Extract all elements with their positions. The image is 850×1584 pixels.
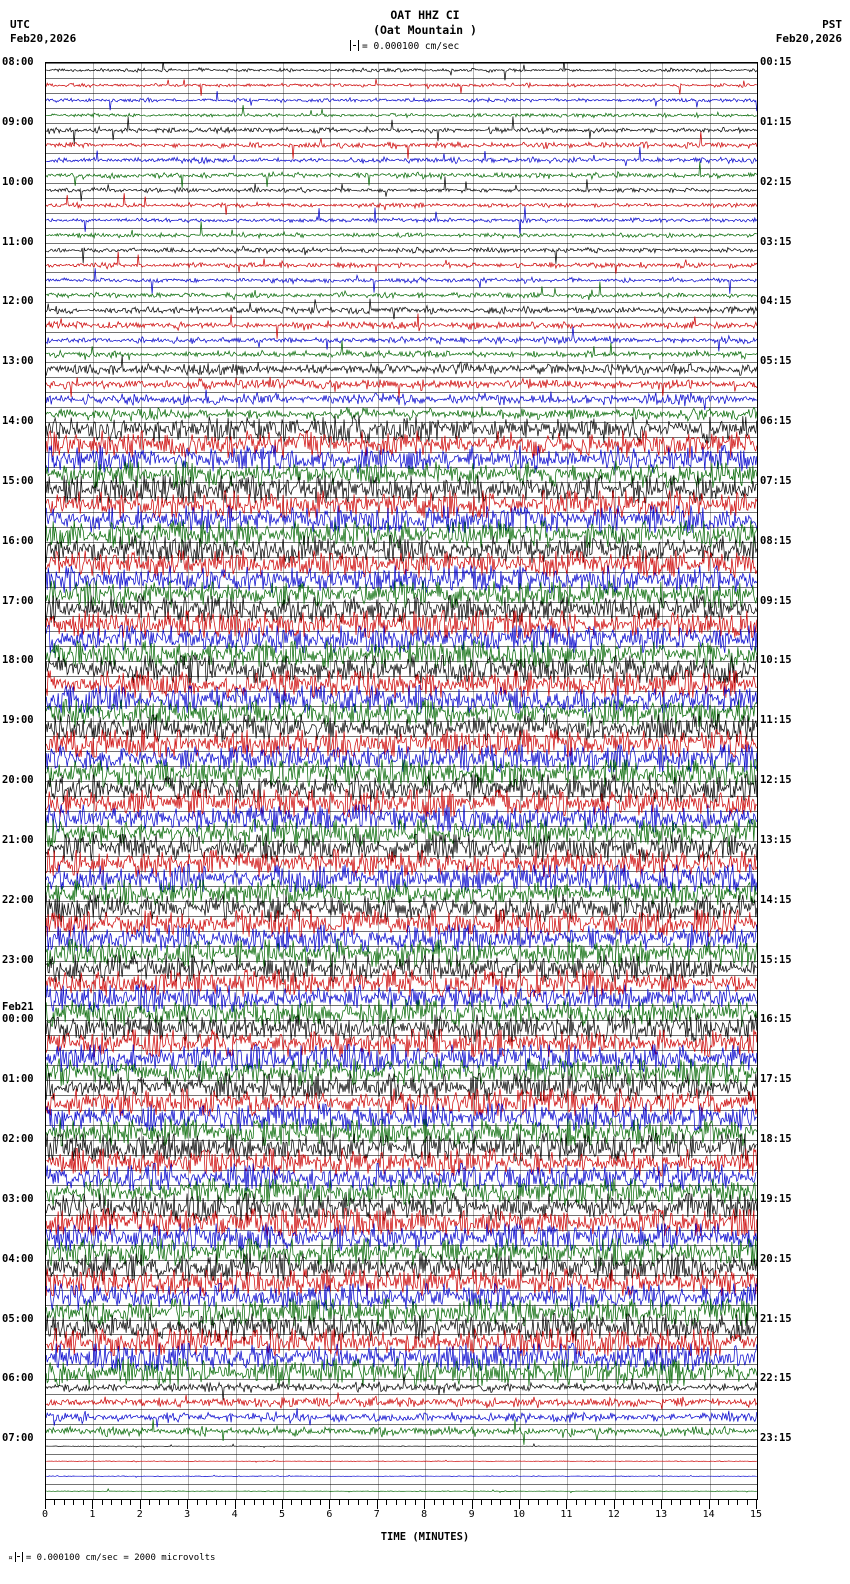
x-tick-label: 13 bbox=[655, 1509, 668, 1520]
x-minor-tick bbox=[528, 1500, 529, 1505]
utc-hour-label: 05:00 bbox=[2, 1312, 34, 1325]
header-right bbox=[776, 18, 842, 46]
scale-reference-label: = 0.000100 cm/sec bbox=[362, 41, 460, 52]
utc-hour-label: 03:00 bbox=[2, 1192, 34, 1205]
pst-hour-label: 01:15 bbox=[760, 115, 792, 128]
pst-hour-label: 02:15 bbox=[760, 175, 792, 188]
x-minor-tick bbox=[595, 1500, 596, 1505]
pst-hour-label: 03:15 bbox=[760, 235, 792, 248]
station-code-label: OAT HHZ CI bbox=[390, 8, 460, 22]
header-center bbox=[0, 8, 850, 38]
x-minor-tick bbox=[339, 1500, 340, 1505]
x-tick-label: 9 bbox=[468, 1509, 475, 1520]
x-tick-label: 6 bbox=[326, 1509, 333, 1520]
pst-hour-label: 05:15 bbox=[760, 355, 792, 368]
x-tick bbox=[614, 1500, 615, 1509]
x-minor-tick bbox=[348, 1500, 349, 1505]
x-axis-title: TIME (MINUTES) bbox=[380, 1531, 470, 1543]
x-minor-tick bbox=[671, 1500, 672, 1505]
x-minor-tick bbox=[54, 1500, 55, 1505]
x-minor-tick bbox=[481, 1500, 482, 1505]
x-minor-tick bbox=[538, 1500, 539, 1505]
utc-zone-label: UTC bbox=[10, 18, 30, 31]
utc-hour-label: 12:00 bbox=[2, 295, 34, 308]
x-tick bbox=[140, 1500, 141, 1509]
seismogram-plot bbox=[45, 62, 758, 1500]
x-tick bbox=[92, 1500, 93, 1509]
scale-reference bbox=[350, 40, 459, 52]
x-tick bbox=[282, 1500, 283, 1509]
pst-hour-label: 18:15 bbox=[760, 1133, 792, 1145]
x-tick-label: 7 bbox=[373, 1509, 380, 1520]
pst-hour-label: 20:15 bbox=[760, 1252, 792, 1265]
x-axis bbox=[41, 1500, 763, 1530]
x-minor-tick bbox=[263, 1500, 264, 1505]
pst-hour-label: 08:15 bbox=[760, 534, 792, 547]
x-minor-tick bbox=[254, 1500, 255, 1505]
utc-hour-label: 16:00 bbox=[2, 534, 34, 547]
x-minor-tick bbox=[690, 1500, 691, 1505]
utc-hour-label: 04:00 bbox=[2, 1252, 34, 1265]
pst-hour-label: 14:15 bbox=[760, 893, 792, 906]
utc-hour-label: 13:00 bbox=[2, 355, 34, 368]
station-name-label: (Oat Mountain ) bbox=[373, 23, 477, 37]
x-minor-tick bbox=[206, 1500, 207, 1505]
utc-hour-label: 23:00 bbox=[2, 953, 34, 966]
utc-hour-label: 06:00 bbox=[2, 1372, 34, 1385]
x-tick-label: 15 bbox=[749, 1509, 763, 1520]
utc-hour-label: 14:00 bbox=[2, 415, 34, 427]
utc-hour-label: 11:00 bbox=[2, 235, 34, 248]
pst-hour-label: 17:15 bbox=[760, 1073, 792, 1086]
pst-hour-label: 16:15 bbox=[760, 1013, 792, 1026]
x-minor-tick bbox=[216, 1500, 217, 1505]
x-minor-tick bbox=[576, 1500, 577, 1505]
pst-hour-label: 04:15 bbox=[760, 295, 792, 308]
x-tick bbox=[235, 1500, 236, 1509]
x-minor-tick bbox=[443, 1500, 444, 1505]
pst-hour-label: 13:15 bbox=[760, 833, 792, 846]
x-minor-tick bbox=[747, 1500, 748, 1505]
x-tick-label: 14 bbox=[702, 1509, 715, 1520]
x-minor-tick bbox=[434, 1500, 435, 1505]
x-minor-tick bbox=[130, 1500, 131, 1505]
x-minor-tick bbox=[244, 1500, 245, 1505]
pst-hour-label: 09:15 bbox=[760, 594, 792, 607]
x-tick bbox=[661, 1500, 662, 1509]
x-minor-tick bbox=[358, 1500, 359, 1505]
x-minor-tick bbox=[557, 1500, 558, 1505]
x-minor-tick bbox=[111, 1500, 112, 1505]
x-tick bbox=[424, 1500, 425, 1509]
x-minor-tick bbox=[178, 1500, 179, 1505]
x-minor-tick bbox=[367, 1500, 368, 1505]
x-tick bbox=[472, 1500, 473, 1509]
pst-hour-label: 07:15 bbox=[760, 474, 792, 487]
x-tick bbox=[566, 1500, 567, 1509]
x-minor-tick bbox=[396, 1500, 397, 1505]
x-minor-tick bbox=[159, 1500, 160, 1505]
pst-hour-label: 11:15 bbox=[760, 714, 792, 727]
x-minor-tick bbox=[718, 1500, 719, 1505]
utc-hour-label: 10:00 bbox=[2, 175, 34, 188]
x-minor-tick bbox=[623, 1500, 624, 1505]
utc-hour-label: 15:00 bbox=[2, 474, 34, 487]
pst-hour-label: 19:15 bbox=[760, 1192, 792, 1205]
x-tick bbox=[519, 1500, 520, 1509]
x-tick-label: 11 bbox=[560, 1509, 573, 1520]
utc-hour-label: 00:00 bbox=[2, 1013, 34, 1026]
utc-hour-label: 18:00 bbox=[2, 654, 34, 667]
utc-hour-label: 07:00 bbox=[2, 1432, 34, 1445]
x-minor-tick bbox=[386, 1500, 387, 1505]
x-minor-tick bbox=[83, 1500, 84, 1505]
x-minor-tick bbox=[168, 1500, 169, 1505]
seismic-trace bbox=[46, 1477, 758, 1500]
footer-scale-note: ¤ = 0.000100 cm/sec = 2000 microvolts bbox=[8, 1553, 216, 1563]
x-minor-tick bbox=[310, 1500, 311, 1505]
x-tick-label: 0 bbox=[41, 1509, 49, 1520]
x-minor-tick bbox=[273, 1500, 274, 1505]
x-tick-label: 8 bbox=[421, 1509, 428, 1520]
x-minor-tick bbox=[585, 1500, 586, 1505]
x-tick bbox=[187, 1500, 188, 1509]
scale-bar-icon bbox=[350, 40, 359, 51]
pst-hour-label: 23:15 bbox=[760, 1432, 792, 1445]
pst-hour-label: 00:15 bbox=[760, 56, 792, 68]
x-tick-label: 4 bbox=[231, 1509, 238, 1520]
x-minor-tick bbox=[453, 1500, 454, 1505]
x-tick-label: 2 bbox=[136, 1509, 143, 1520]
utc-hour-label: 22:00 bbox=[2, 893, 34, 906]
utc-hour-label: 08:00 bbox=[2, 56, 34, 68]
utc-hour-label: 21:00 bbox=[2, 833, 34, 846]
x-minor-tick bbox=[73, 1500, 74, 1505]
footer-scale-bar-icon bbox=[15, 1552, 23, 1562]
x-minor-tick bbox=[291, 1500, 292, 1505]
x-tick-label: 12 bbox=[607, 1509, 620, 1520]
pst-hour-label: 22:15 bbox=[760, 1372, 792, 1385]
x-minor-tick bbox=[604, 1500, 605, 1505]
x-minor-tick bbox=[149, 1500, 150, 1505]
utc-hour-label: 09:00 bbox=[2, 115, 34, 128]
x-minor-tick bbox=[462, 1500, 463, 1505]
utc-hour-label: 01:00 bbox=[2, 1073, 34, 1086]
x-tick-label: 1 bbox=[89, 1509, 96, 1520]
x-minor-tick bbox=[64, 1500, 65, 1505]
x-tick bbox=[45, 1500, 46, 1509]
x-tick bbox=[709, 1500, 710, 1509]
footer-scale-label: = 0.000100 cm/sec = 2000 microvolts bbox=[25, 1553, 216, 1563]
day-change-marker: Feb21 bbox=[2, 1001, 34, 1014]
utc-date-label: Feb20,2026 bbox=[10, 32, 77, 45]
x-minor-tick bbox=[415, 1500, 416, 1505]
utc-hour-label: 02:00 bbox=[2, 1133, 34, 1145]
x-minor-tick bbox=[301, 1500, 302, 1505]
x-minor-tick bbox=[737, 1500, 738, 1505]
x-minor-tick bbox=[728, 1500, 729, 1505]
pst-hour-label: 15:15 bbox=[760, 953, 792, 966]
x-minor-tick bbox=[633, 1500, 634, 1505]
x-minor-tick bbox=[102, 1500, 103, 1505]
x-minor-tick bbox=[121, 1500, 122, 1505]
x-minor-tick bbox=[405, 1500, 406, 1505]
x-tick-label: 5 bbox=[278, 1509, 286, 1520]
utc-hour-label: 17:00 bbox=[2, 594, 34, 607]
x-tick bbox=[329, 1500, 330, 1509]
x-minor-tick bbox=[320, 1500, 321, 1505]
pst-hour-label: 10:15 bbox=[760, 654, 792, 667]
x-tick bbox=[377, 1500, 378, 1509]
pst-hour-label: 06:15 bbox=[760, 415, 792, 427]
x-minor-tick bbox=[652, 1500, 653, 1505]
x-minor-tick bbox=[225, 1500, 226, 1505]
x-tick bbox=[756, 1500, 757, 1509]
x-minor-tick bbox=[197, 1500, 198, 1505]
pst-date-label: Feb20,2026 bbox=[775, 32, 842, 45]
x-minor-tick bbox=[680, 1500, 681, 1505]
pst-zone-label: PST bbox=[822, 18, 842, 31]
x-minor-tick bbox=[699, 1500, 700, 1505]
x-minor-tick bbox=[500, 1500, 501, 1505]
x-minor-tick bbox=[642, 1500, 643, 1505]
pst-hour-label: 21:15 bbox=[760, 1312, 792, 1325]
utc-hour-label: 20:00 bbox=[2, 774, 34, 786]
x-tick-label: 10 bbox=[512, 1509, 526, 1520]
x-minor-tick bbox=[547, 1500, 548, 1505]
x-minor-tick bbox=[491, 1500, 492, 1505]
x-minor-tick bbox=[510, 1500, 511, 1505]
trace-container bbox=[46, 63, 757, 1499]
pst-hour-label: 12:15 bbox=[760, 774, 792, 786]
utc-hour-label: 19:00 bbox=[2, 714, 34, 727]
x-tick-label: 3 bbox=[184, 1509, 191, 1520]
